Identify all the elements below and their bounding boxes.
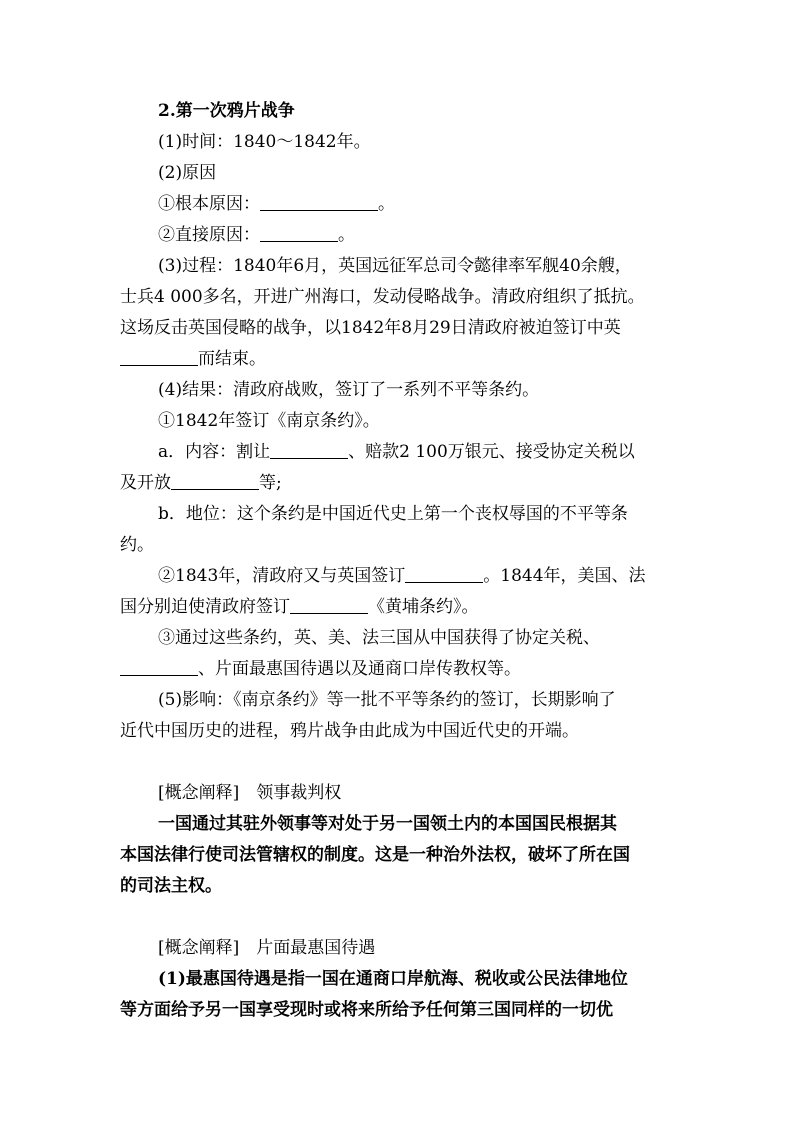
rights-line-2 — [120, 654, 680, 685]
cause-heading: (2)原因 — [158, 163, 217, 183]
fill-blank — [171, 471, 259, 490]
concept1-heading: [概念阐释] 领事裁判权 — [158, 783, 342, 803]
process-line-4 — [120, 344, 680, 375]
treaty-line-2-a: 国分别迫使清政府签订 — [120, 597, 290, 617]
fill-blank — [120, 657, 198, 676]
document-page — [120, 96, 680, 1026]
fill-blank — [405, 564, 483, 583]
fill-blank — [270, 440, 348, 459]
rights-line-2-b: 、片面最惠国待遇以及通商口岸传教权等。 — [198, 659, 521, 679]
concept1-line-2: 本国法律行使司法管辖权的制度。这是一种治外法权，破坏了所在国 — [120, 845, 630, 865]
treaty-line-1 — [120, 561, 680, 592]
section-title: 2.第一次鸦片战争 — [158, 101, 295, 121]
fill-blank — [120, 347, 198, 366]
content-line-1-b: 、赔款2 100万银元、接受协定关税以 — [348, 442, 635, 462]
concept1-line-1: 一国通过其驻外领事等对处于另一国领土内的本国国民根据其 — [158, 814, 617, 834]
treaty-line-1-b: 。1844年，美国、法 — [483, 566, 646, 586]
process-line-4-end: 而结束。 — [198, 349, 266, 369]
cause-root-end: 。 — [378, 194, 395, 214]
content-line-1-a: a．内容：割让 — [158, 442, 271, 462]
treaty-line-2-b: 《黄埔条约》。 — [368, 597, 479, 617]
concept1-line-3: 的司法主权。 — [120, 876, 222, 896]
rights-line-1: ③通过这些条约，英、美、法三国从中国获得了协定关税、 — [158, 628, 600, 648]
impact-line-1: (5)影响：《南京条约》等一批不平等条约的签订，长期影响了 — [158, 690, 616, 710]
content-line-2-a: 及开放 — [120, 473, 171, 493]
spacer — [120, 747, 680, 778]
spacer — [120, 902, 680, 933]
content-line-1 — [120, 437, 680, 468]
treaty-line-2 — [120, 592, 680, 623]
cause-direct-label: ②直接原因： — [158, 225, 260, 245]
process-line-2: 士兵4 000多名，开进广州海口，发动侵略战争。清政府组织了抵抗。 — [120, 287, 645, 307]
cause-direct-line — [120, 220, 680, 251]
status-line-2: 约。 — [120, 535, 154, 555]
concept2-heading: [概念阐释] 片面最惠国待遇 — [158, 938, 376, 958]
treaty-line-1-a: ②1843年，清政府又与英国签订 — [158, 566, 406, 586]
fill-blank — [260, 192, 378, 211]
cause-root-line — [120, 189, 680, 220]
concept2-line-1: (1)最惠国待遇是指一国在通商口岸航海、税收或公民法律地位 — [158, 969, 628, 989]
concept2-line-2: 等方面给予另一国享受现时或将来所给予任何第三国同样的一切优 — [120, 1000, 613, 1020]
cause-root-label: ①根本原因： — [158, 194, 260, 214]
content-line-2 — [120, 468, 680, 499]
status-line-1: b．地位：这个条约是中国近代史上第一个丧权辱国的不平等条 — [158, 504, 628, 524]
process-line-3: 这场反击英国侵略的战争，以1842年8月29日清政府被迫签订中英 — [120, 318, 621, 338]
process-line-1: (3)过程：1840年6月，英国远征军总司令懿律率军舰40余艘， — [158, 256, 632, 276]
content-line-2-b: 等; — [259, 473, 282, 493]
cause-direct-end: 。 — [338, 225, 355, 245]
nanjing-line: ①1842年签订《南京条约》。 — [158, 411, 380, 431]
impact-line-2: 近代中国历史的进程，鸦片战争由此成为中国近代史的开端。 — [120, 721, 579, 741]
fill-blank — [290, 595, 368, 614]
result-heading: (4)结果：清政府战败，签订了一系列不平等条约。 — [158, 380, 540, 400]
fill-blank — [260, 223, 338, 242]
time-line: (1)时间：1840～1842年。 — [158, 132, 371, 152]
